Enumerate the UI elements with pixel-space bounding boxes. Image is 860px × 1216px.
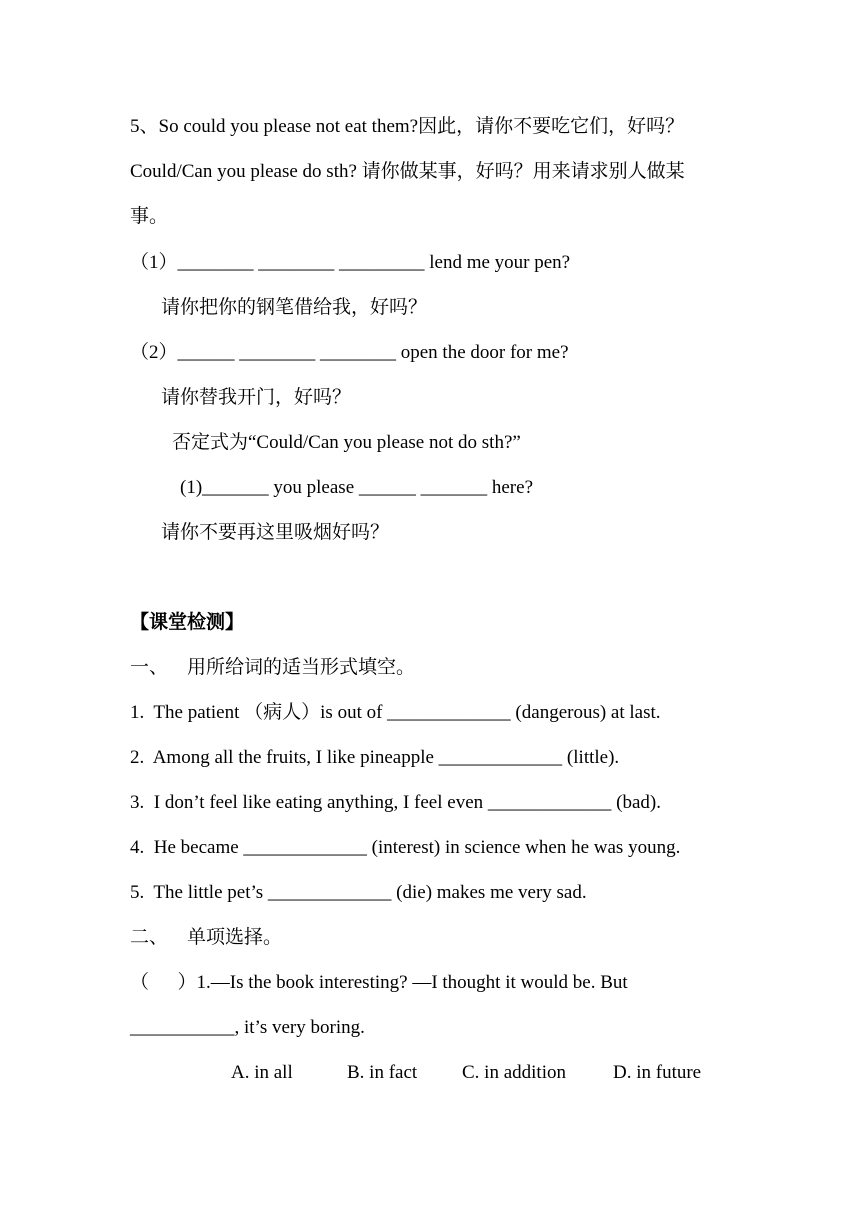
option-a: A. in all xyxy=(231,1062,293,1083)
example-2-translation: 请你替我开门，好吗？ xyxy=(161,387,352,408)
example-2-question: （2）______ ________ ________ open the door for me? xyxy=(130,342,569,363)
negative-example-1-question: (1)_______ you please ______ _______ here? xyxy=(180,477,534,498)
item5-title: 5、So could you please not eat them?因此，请你不要吃它们，好吗？ xyxy=(130,116,685,137)
option-c: C. in addition xyxy=(462,1062,566,1083)
part1-title: 一、 用所给词的适当形式填空。 xyxy=(130,657,416,678)
option-d: D. in future xyxy=(613,1062,702,1083)
part1-item-5: 5. The little pet’s _____________ (die) makes me very sad. xyxy=(130,882,587,903)
part2-title: 二、 单项选择。 xyxy=(130,927,283,948)
part1-item-4: 4. He became _____________ (interest) in science when he was young. xyxy=(130,837,681,858)
negative-form-note: 否定式为“Could/Can you please not do sth?” xyxy=(172,432,521,453)
section-heading: 【课堂检测】 xyxy=(130,612,245,633)
negative-example-1-translation: 请你不要再这里吸烟好吗？ xyxy=(161,522,390,543)
part1-item-2: 2. Among all the fruits, I like pineapple _____________ (little). xyxy=(130,747,620,768)
example-1-translation: 请你把你的钢笔借给我，好吗？ xyxy=(161,297,428,318)
part2-question-1-line-1: （ ）1.—Is the book interesting? —I thought it would be. But xyxy=(130,972,628,993)
part2-question-1-line-2: ___________, it’s very boring. xyxy=(130,1017,365,1038)
part1-item-3: 3. I don’t feel like eating anything, I feel even _____________ (bad). xyxy=(130,792,661,813)
part1-item-1: 1. The patient （病人）is out of _____________ (dangerous) at last. xyxy=(130,702,661,723)
pattern-line-2: 事。 xyxy=(130,206,169,227)
option-b: B. in fact xyxy=(347,1062,418,1083)
pattern-line-1: Could/Can you please do sth? 请你做某事，好吗？用来请求别人做某 xyxy=(130,161,685,182)
example-1-question: （1）________ ________ _________ lend me your pen? xyxy=(130,252,571,273)
